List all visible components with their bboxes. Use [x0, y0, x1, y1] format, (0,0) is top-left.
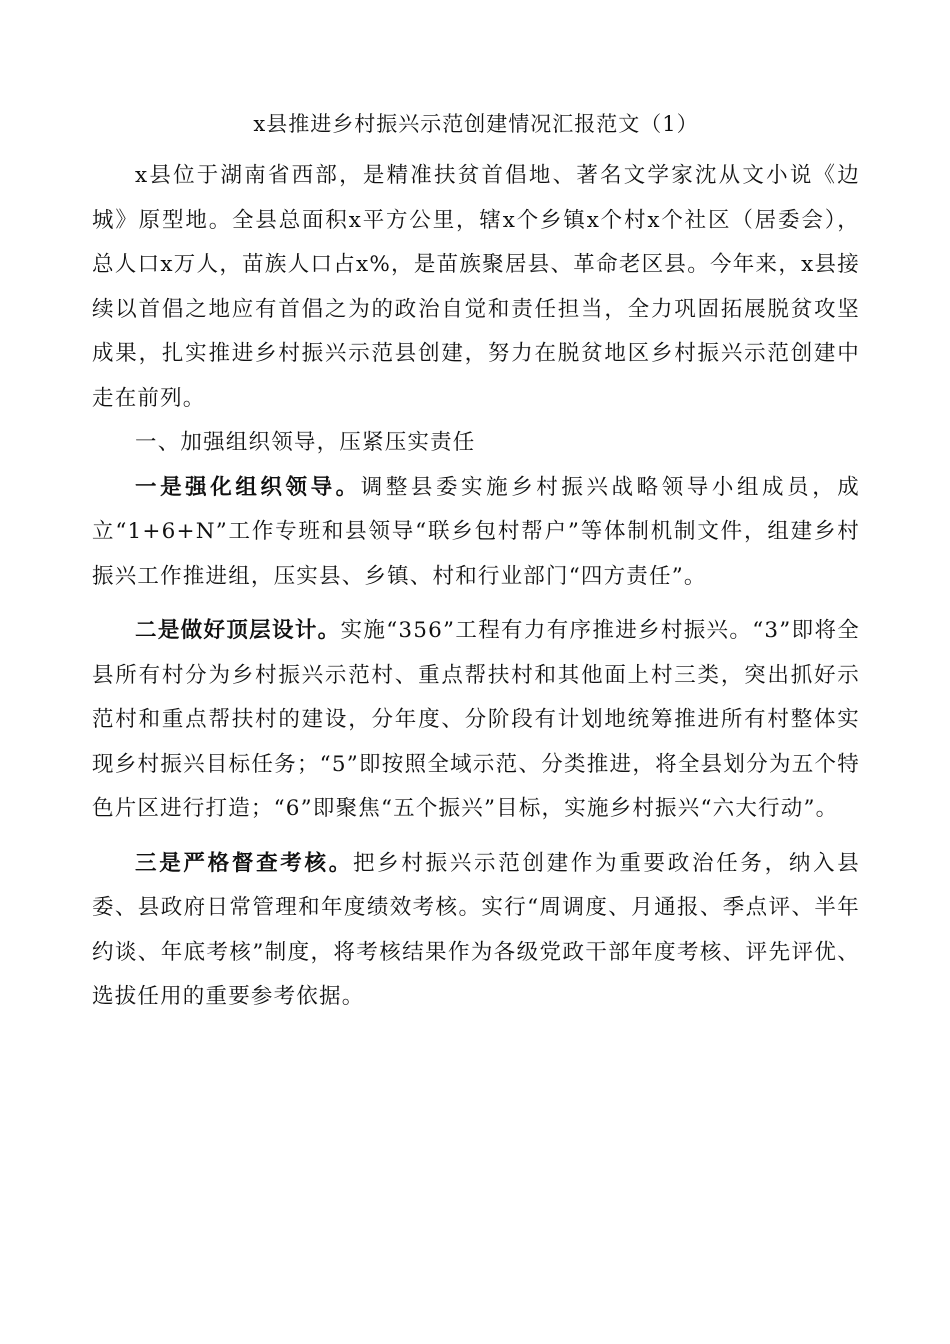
document-title: x县推进乡村振兴示范创建情况汇报范文（1）: [253, 112, 699, 136]
item-lead: 三是严格督查考核。: [135, 850, 353, 876]
item-lead: 一是强化组织领导。: [135, 474, 361, 500]
list-item: [92, 842, 860, 1020]
section-heading: 一、加强组织领导，压紧压实责任: [135, 430, 476, 455]
item-text: 调整县委实施乡村振兴战略领导小组成员，成立“1+6+N”工作专班和县领导“联乡包村帮户”等体制机制文件，组建乡村振兴工作推进组，压实县、乡镇、村和行业部门“四方责任”。: [92, 474, 860, 589]
document-page: [92, 108, 860, 1020]
item-text: 把乡村振兴示范创建作为重要政治任务，纳入县委、县政府日常管理和年度绩效考核。实行“周调度、月通报、季点评、半年约谈、年底考核”制度，将考核结果作为各级党政干部年度考核、评先评优、选拔任用的重要参考依据。: [92, 850, 860, 1009]
item-lead: 二是做好顶层设计。: [135, 618, 341, 643]
intro-paragraph: x县位于湖南省西部，是精准扶贫首倡地、著名文学家沈从文小说《边城》原型地。全县总面积x平方公里，辖x个乡镇x个村x个社区（居委会），总人口x万人，苗族人口占x%，是苗族聚居县、革命老区县。今年来，x县接续以首倡之地应有首倡之为的政治自觉和责任担当，全力巩固拓展脱贫攻坚成果，扎实推进乡村振兴示范县创建，努力在脱贫地区乡村振兴示范创建中走在前列。: [92, 163, 860, 411]
item-text: 实施“356”工程有力有序推进乡村振兴。“3”即将全县所有村分为乡村振兴示范村、重点帮扶村和其他面上村三类，突出抓好示范村和重点帮扶村的建设，分年度、分阶段有计划地统筹推进所有村整体实现乡村振兴目标任务；“5”即按照全域示范、分类推进，将全县划分为五个特色片区进行打造；“6”即聚焦“五个振兴”目标，实施乡村振兴“六大行动”。: [92, 618, 860, 821]
list-item: [92, 609, 860, 832]
list-item: [92, 466, 860, 600]
